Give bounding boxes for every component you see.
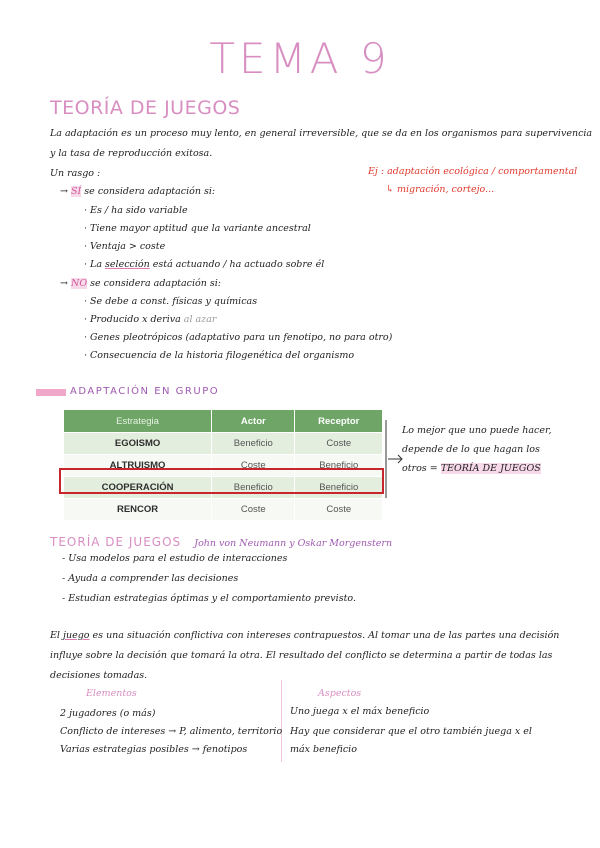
note-line-3-pre: otros = bbox=[402, 463, 438, 474]
note-line-1: Lo mejor que uno puede hacer, bbox=[402, 425, 552, 436]
si-rest: se considera adaptación si: bbox=[84, 186, 216, 197]
cell-actor: Coste bbox=[212, 455, 295, 477]
section-heading-teoria: TEORÍA DE JUEGOS bbox=[50, 97, 241, 119]
table-row bbox=[64, 499, 383, 521]
si-row bbox=[60, 186, 215, 197]
intro-line-2: y la tasa de reproducción exitosa. bbox=[50, 148, 213, 159]
no-item-3: · Genes pleotrópicos (adaptativo para un fenotipo, no para otro) bbox=[84, 332, 393, 343]
no-item-1: · Se debe a const. físicas y químicas bbox=[84, 296, 258, 307]
aspectos-heading: Aspectos bbox=[318, 688, 362, 699]
juego-line-2: influye sobre la decisión que tomará la otra. El resultado del conflicto se determina a partir de todas las bbox=[50, 650, 553, 661]
no-rest: se considera adaptación si: bbox=[90, 278, 221, 289]
page-title: TEMA 9 bbox=[209, 34, 391, 83]
no-item-4: · Consecuencia de la historia filogenética del organismo bbox=[84, 350, 355, 361]
section2-item-3: - Estudian estrategias óptimas y el comportamiento previsto. bbox=[62, 593, 356, 604]
example-line-1: Ej : adaptación ecológica / comportamental bbox=[368, 166, 578, 177]
no-word: NO bbox=[71, 278, 88, 289]
juego-post: es una situación conflictiva con intereses contrapuestos. Al tomar una de las partes una decisión bbox=[92, 630, 560, 641]
cell-actor: Coste bbox=[212, 499, 295, 521]
intro-line-1: La adaptación es un proceso muy lento, en general irreversible, que se da en los organismos para supervivencia bbox=[50, 128, 593, 139]
section-heading-teoria-2 bbox=[50, 531, 392, 550]
header-actor: Actor bbox=[212, 410, 295, 433]
cell-actor: Beneficio bbox=[212, 433, 295, 455]
juego-line-3: decisiones tomadas. bbox=[50, 670, 148, 681]
si-item-2: · Tiene mayor aptitud que la variante ancestral bbox=[84, 223, 311, 234]
cell-strategy: COOPERACIÓN bbox=[64, 477, 212, 499]
cell-actor: Beneficio bbox=[212, 477, 295, 499]
header-receptor: Receptor bbox=[295, 410, 383, 433]
seleccion-word: selección bbox=[105, 259, 150, 270]
header-estrategia: Estrategia bbox=[64, 410, 212, 433]
teoria-highlight: TEORÍA DE JUEGOS bbox=[440, 463, 541, 474]
elementos-item-3: Varias estrategias posibles → fenotipos bbox=[60, 744, 248, 755]
table-row bbox=[64, 433, 383, 455]
cell-receptor: Beneficio bbox=[295, 477, 383, 499]
juego-pre: El bbox=[50, 630, 60, 641]
si-item-4-post: está actuando / ha actuado sobre él bbox=[152, 259, 325, 270]
rasgo-label: Un rasgo : bbox=[50, 168, 101, 179]
no-item-2-pre: · Producido x deriva bbox=[84, 314, 181, 325]
aspectos-item-1: Uno juega x el máx beneficio bbox=[290, 706, 430, 717]
cell-receptor: Coste bbox=[295, 433, 383, 455]
aspectos-item-2: Hay que considerar que el otro también juega x el bbox=[290, 726, 532, 737]
elementos-heading: Elementos bbox=[86, 688, 137, 699]
si-item-4 bbox=[84, 259, 324, 270]
column-divider bbox=[281, 680, 282, 762]
example-line-2: ↳ migración, cortejo... bbox=[386, 184, 495, 195]
highlight-bar bbox=[36, 389, 66, 396]
si-item-3: · Ventaja > coste bbox=[84, 241, 166, 252]
authors: John von Neumann y Oskar Morgenstern bbox=[194, 538, 393, 549]
table-header-row bbox=[64, 410, 383, 433]
cell-strategy: RENCOR bbox=[64, 499, 212, 521]
si-item-1: · Es / ha sido variable bbox=[84, 205, 188, 216]
cell-strategy: EGOISMO bbox=[64, 433, 212, 455]
section2-item-2: - Ayuda a comprender las decisiones bbox=[62, 573, 239, 584]
elementos-item-2: Conflicto de intereses → P, alimento, territorio bbox=[60, 726, 283, 737]
note-line-3 bbox=[402, 463, 541, 474]
no-item-2 bbox=[84, 314, 216, 325]
cell-strategy: ALTRUISMO bbox=[64, 455, 212, 477]
aspectos-item-3: máx beneficio bbox=[290, 744, 357, 755]
si-item-4-pre: · La bbox=[84, 259, 103, 270]
adaptacion-label: ADAPTACIÓN EN GRUPO bbox=[70, 386, 220, 397]
juego-line-1 bbox=[50, 630, 559, 641]
elementos-item-1: 2 jugadores (o más) bbox=[60, 708, 156, 719]
section2-heading: TEORÍA DE JUEGOS bbox=[50, 535, 182, 549]
cell-receptor: Beneficio bbox=[295, 455, 383, 477]
note-line-2: depende de lo que hagan los bbox=[402, 444, 540, 455]
section2-item-1: - Usa modelos para el estudio de interacciones bbox=[62, 553, 288, 564]
no-item-2-muted: al azar bbox=[183, 314, 217, 325]
cooperation-highlight-box bbox=[59, 468, 384, 494]
strategy-table bbox=[63, 409, 383, 521]
cell-receptor: Coste bbox=[295, 499, 383, 521]
arrow-icon: → bbox=[60, 186, 68, 197]
no-row bbox=[60, 278, 221, 289]
juego-word: juego bbox=[63, 630, 90, 641]
arrow-icon: → bbox=[60, 278, 68, 289]
si-word: SÍ bbox=[71, 186, 82, 197]
